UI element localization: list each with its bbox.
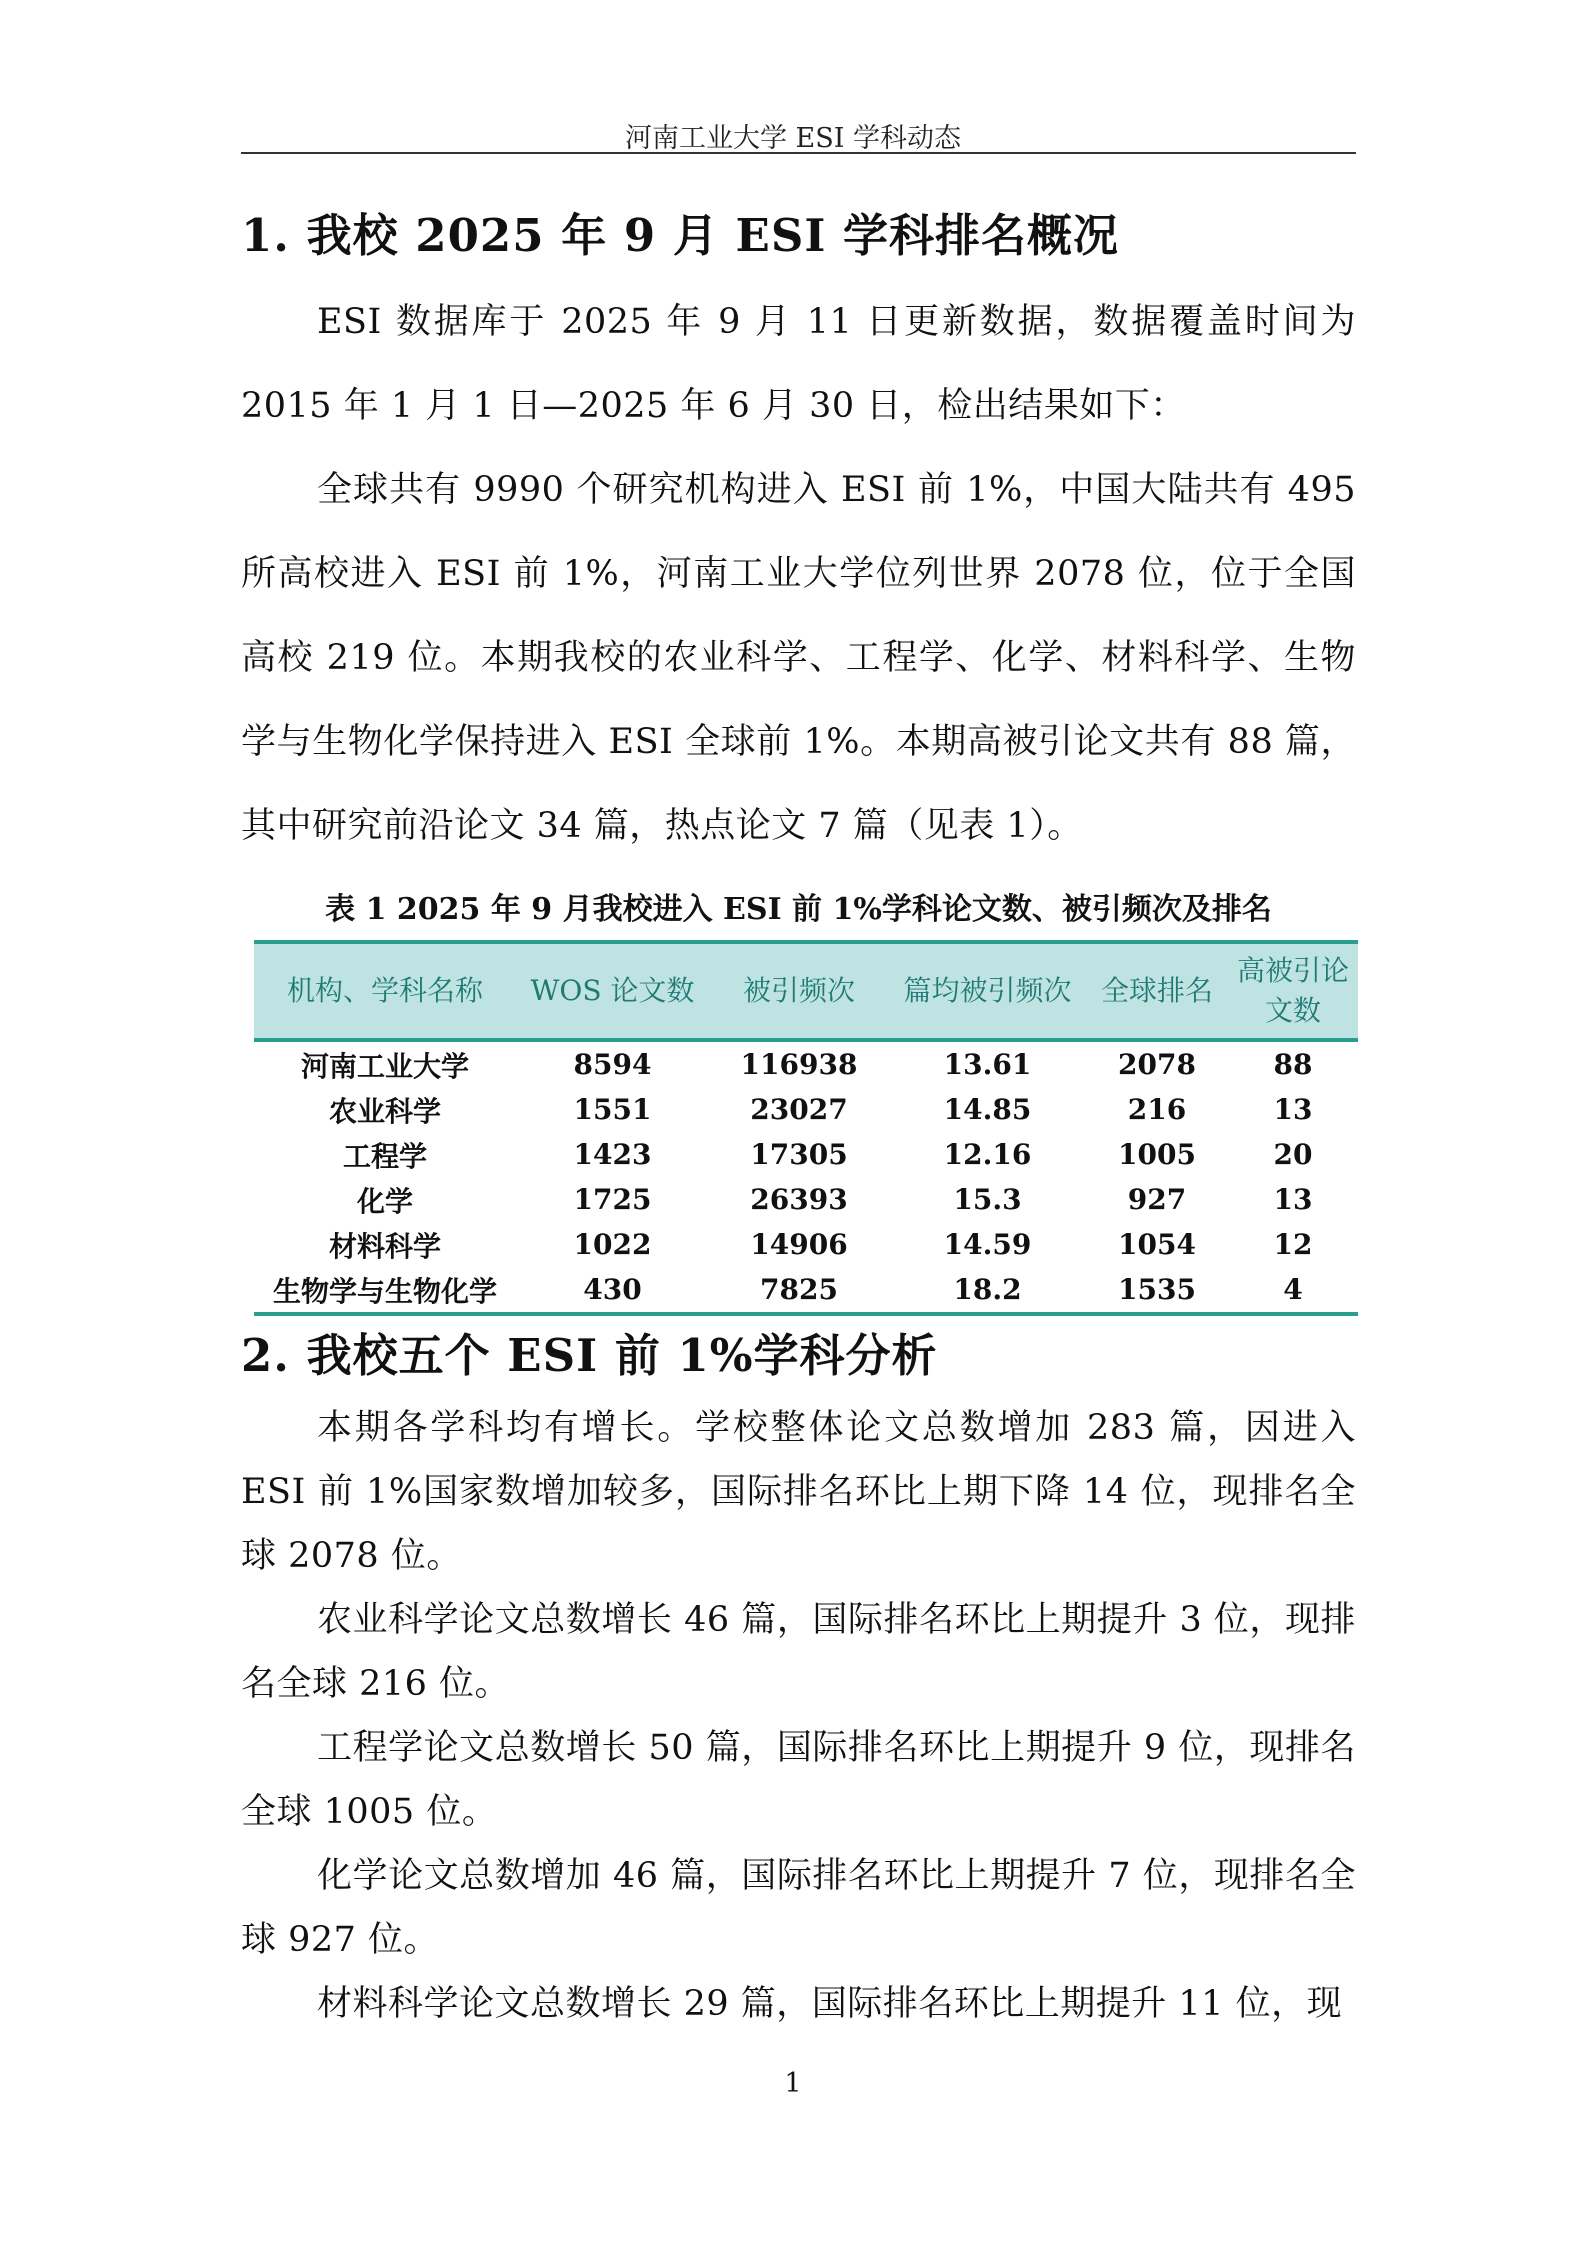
table-cell: 20 — [1273, 1138, 1313, 1171]
column-header: 全球排名 — [1086, 942, 1228, 1040]
column-header: 篇均被引频次 — [889, 942, 1086, 1040]
table-cell: 14.59 — [943, 1228, 1032, 1261]
table-cell: 216 — [1127, 1093, 1187, 1126]
table-header-row — [254, 942, 1358, 1040]
table-cell: 12 — [1273, 1228, 1313, 1261]
header-rule — [241, 152, 1356, 154]
table-cell: 12.16 — [943, 1138, 1032, 1171]
table-cell: 4 — [1228, 1267, 1358, 1314]
table-cell: 927 — [1127, 1183, 1187, 1216]
table-cell: 工程学 — [342, 1139, 427, 1173]
table-cell: 1022 — [573, 1228, 652, 1261]
section-1-body — [241, 280, 1356, 868]
paragraph: 农业科学论文总数增长 46 篇，国际排名环比上期提升 3 位，现排名全球 216 位。 — [241, 1600, 1356, 1704]
running-header: 河南工业大学 ESI 学科动态 — [624, 123, 962, 154]
table-cell: 18.2 — [889, 1267, 1086, 1314]
table-cell: 河南工业大学 — [300, 1049, 469, 1083]
page-content — [241, 196, 1356, 2036]
table-cell: 13.61 — [943, 1048, 1032, 1081]
table-cell: 化学 — [356, 1184, 413, 1218]
table-row — [254, 1132, 1358, 1177]
table-cell: 26393 — [750, 1183, 848, 1216]
table-cell: 生物学与生物化学 — [254, 1267, 516, 1314]
table-row — [254, 1040, 1358, 1087]
esi-table — [254, 940, 1358, 1316]
column-header: WOS 论文数 — [516, 942, 709, 1040]
table-row — [254, 1222, 1358, 1267]
paragraph: 化学论文总数增加 46 篇，国际排名环比上期提升 7 位，现排名全球 927 位。 — [241, 1856, 1356, 1960]
table-cell: 2078 — [1118, 1048, 1196, 1081]
column-header: 被引频次 — [709, 942, 889, 1040]
table-cell: 14.85 — [943, 1093, 1032, 1126]
table-cell: 1551 — [573, 1093, 652, 1126]
paragraph: ESI 数据库于 2025 年 9 月 11 日更新数据，数据覆盖时间为 2015 年 1 月 1 日—2025 年 6 月 30 日，检出结果如下： — [241, 302, 1356, 426]
table-row — [254, 1267, 1358, 1314]
column-header: 高被引论文数 — [1228, 942, 1358, 1040]
paragraph: 材料科学论文总数增长 29 篇，国际排名环比上期提升 11 位，现 — [317, 1984, 1343, 2024]
table-cell: 7825 — [709, 1267, 889, 1314]
table-cell: 13 — [1273, 1183, 1313, 1216]
table-caption: 表 1 2025 年 9 月我校进入 ESI 前 1%学科论文数、被引频次及排名 — [325, 892, 1272, 927]
table-cell: 材料科学 — [328, 1229, 441, 1263]
table-row — [254, 1177, 1358, 1222]
table-cell: 17305 — [750, 1138, 848, 1171]
table-cell: 23027 — [750, 1093, 848, 1126]
table-cell: 8594 — [573, 1048, 652, 1081]
table-cell: 430 — [516, 1267, 709, 1314]
table-cell: 116938 — [740, 1048, 858, 1081]
table-cell: 14906 — [750, 1228, 848, 1261]
paragraph: 本期各学科均有增长。学校整体论文总数增加 283 篇，因进入 ESI 前 1%国家数增加较多，国际排名环比上期下降 14 位，现排名全球 2078 位。 — [241, 1408, 1356, 1576]
table-cell: 88 — [1273, 1048, 1313, 1081]
paragraph: 工程学论文总数增长 50 篇，国际排名环比上期提升 9 位，现排名全球 1005 位。 — [241, 1728, 1356, 1832]
table-cell: 农业科学 — [328, 1094, 441, 1128]
table-cell: 13 — [1273, 1093, 1313, 1126]
column-header: 机构、学科名称 — [254, 942, 516, 1040]
table-cell: 1535 — [1086, 1267, 1228, 1314]
section-2-heading: 2. 我校五个 ESI 前 1%学科分析 — [241, 1329, 938, 1382]
paragraph: 全球共有 9990 个研究机构进入 ESI 前 1%，中国大陆共有 495 所高校进入 ESI 前 1%，河南工业大学位列世界 2078 位，位于全国高校 219 位。本期我校的农业科学、工程学、化学、材料科学、生物学与生物化学保持进入 ESI 全球前 1%。本期高被引论文共有 88 篇，其中研究前沿论文 34 篇，热点论文 7 篇（见表 1）。 — [241, 470, 1356, 846]
table-cell: 1005 — [1118, 1138, 1196, 1171]
table-cell: 1725 — [573, 1183, 652, 1216]
table-cell: 1423 — [573, 1138, 652, 1171]
table-cell: 1054 — [1118, 1228, 1196, 1261]
table-cell: 15.3 — [953, 1183, 1022, 1216]
section-1-heading: 1. 我校 2025 年 9 月 ESI 学科排名概况 — [241, 209, 1120, 262]
section-2-body — [241, 1396, 1356, 2036]
page-number: 1 — [784, 2068, 802, 2099]
table-row — [254, 1087, 1358, 1132]
